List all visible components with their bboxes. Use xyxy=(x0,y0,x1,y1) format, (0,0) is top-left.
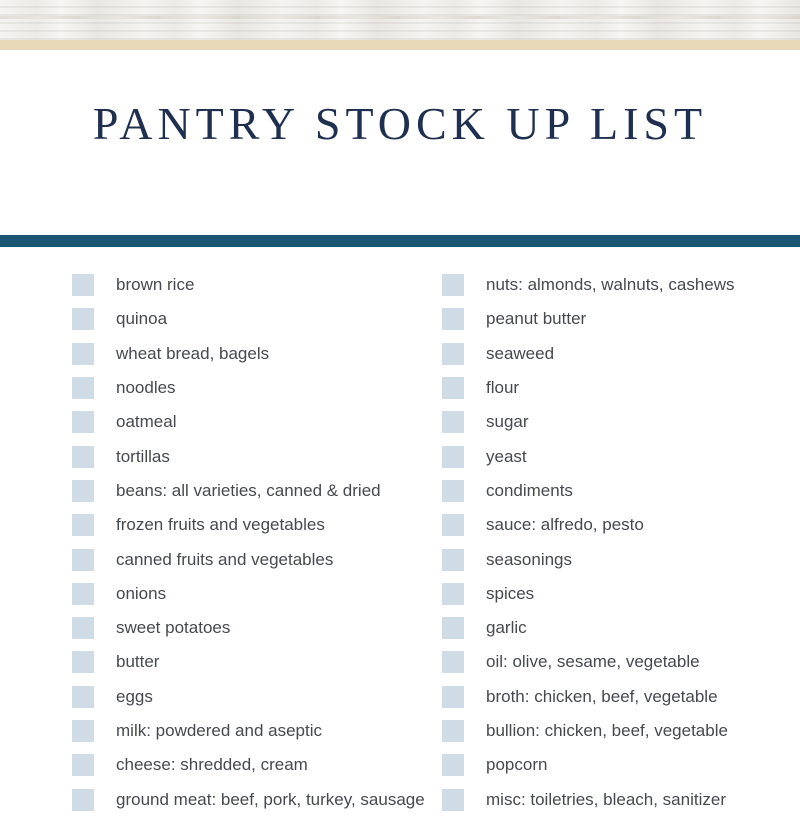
checklist-item xyxy=(442,714,735,748)
checklist-item xyxy=(442,337,735,371)
checkbox[interactable] xyxy=(72,308,94,330)
checklist-item xyxy=(442,611,735,645)
checkbox[interactable] xyxy=(72,411,94,433)
checkbox[interactable] xyxy=(442,583,464,605)
checklist-item xyxy=(442,680,735,714)
checklist-item xyxy=(72,714,425,748)
checklist-item-label: onions xyxy=(116,583,167,603)
wood-background xyxy=(0,0,800,40)
checklist-item-label: yeast xyxy=(486,446,527,466)
checklist-item-label: nuts: almonds, walnuts, cashews xyxy=(486,275,735,295)
checklist-item xyxy=(72,577,425,611)
checklist-item xyxy=(442,405,735,439)
checklist-item xyxy=(442,577,735,611)
checklist-item xyxy=(72,508,425,542)
checklist-item xyxy=(442,542,735,576)
checkbox[interactable] xyxy=(442,754,464,776)
checkbox[interactable] xyxy=(72,480,94,502)
right-checklist xyxy=(442,268,735,817)
tan-border-strip xyxy=(0,40,800,50)
checkbox[interactable] xyxy=(72,377,94,399)
checkbox[interactable] xyxy=(72,446,94,468)
checklist-item xyxy=(442,748,735,782)
checklist-item xyxy=(72,371,425,405)
checkbox[interactable] xyxy=(442,446,464,468)
checkbox[interactable] xyxy=(442,549,464,571)
checklist-item-label: cheese: shredded, cream xyxy=(116,755,308,775)
checkbox[interactable] xyxy=(442,720,464,742)
checklist-item xyxy=(72,542,425,576)
checklist-item-label: ground meat: beef, pork, turkey, sausage xyxy=(116,789,425,809)
page-title: PANTRY STOCK UP LIST xyxy=(92,98,708,149)
checklist-item xyxy=(72,405,425,439)
checklist-item xyxy=(442,439,735,473)
checkbox[interactable] xyxy=(442,343,464,365)
checkbox[interactable] xyxy=(72,514,94,536)
checkbox[interactable] xyxy=(72,617,94,639)
checklist-item-label: noodles xyxy=(116,378,176,398)
checkbox[interactable] xyxy=(72,583,94,605)
checkbox[interactable] xyxy=(72,720,94,742)
checklist-item-label: butter xyxy=(116,652,160,672)
checkbox[interactable] xyxy=(72,343,94,365)
checkbox[interactable] xyxy=(442,308,464,330)
checklist-item-label: quinoa xyxy=(116,309,168,329)
checklist-item-label: flour xyxy=(486,378,520,398)
checklist-item xyxy=(442,302,735,336)
checklist-item-label: tortillas xyxy=(116,446,170,466)
checkbox[interactable] xyxy=(442,480,464,502)
checklist-item xyxy=(72,268,425,302)
checklist-item xyxy=(72,439,425,473)
checkbox[interactable] xyxy=(442,411,464,433)
checkbox[interactable] xyxy=(442,377,464,399)
checklist-item-label: seaweed xyxy=(486,343,555,363)
checklist-item xyxy=(442,268,735,302)
checkbox[interactable] xyxy=(72,274,94,296)
checklist-item-label: sweet potatoes xyxy=(116,618,231,638)
checklist-item xyxy=(72,337,425,371)
checklist-item-label: oatmeal xyxy=(116,412,177,432)
checklist-item xyxy=(72,302,425,336)
checklist-item xyxy=(72,474,425,508)
checklist-item xyxy=(72,645,425,679)
checklist-item xyxy=(72,611,425,645)
checklist-item xyxy=(442,645,735,679)
checkbox[interactable] xyxy=(442,617,464,639)
checkbox[interactable] xyxy=(72,651,94,673)
checkbox[interactable] xyxy=(442,274,464,296)
checklist-item xyxy=(72,680,425,714)
checklist-item-label: peanut butter xyxy=(486,309,587,329)
checklist-item-label: misc: toiletries, bleach, sanitizer xyxy=(486,789,726,809)
checkbox[interactable] xyxy=(72,549,94,571)
checklist-item-label: sugar xyxy=(486,412,529,432)
checklist-item-label: wheat bread, bagels xyxy=(116,343,270,363)
checklist-item-label: bullion: chicken, beef, vegetable xyxy=(486,721,728,740)
checklist-item xyxy=(72,748,425,782)
checklist-item-label: oil: olive, sesame, vegetable xyxy=(486,652,700,672)
checkbox[interactable] xyxy=(442,651,464,673)
checklist-item-label: broth: chicken, beef, vegetable xyxy=(486,686,718,706)
checklist-item-label: seasonings xyxy=(486,549,573,569)
checklist-item-label: popcorn xyxy=(486,755,548,775)
checklist-item-label: garlic xyxy=(486,618,527,638)
checklist-item-label: condiments xyxy=(486,480,573,500)
checklist-item-label: beans: all varieties, canned & dried xyxy=(116,480,381,500)
checkbox[interactable] xyxy=(442,514,464,536)
checkbox[interactable] xyxy=(72,754,94,776)
divider-band xyxy=(0,235,800,247)
checklist-item xyxy=(442,371,735,405)
checklist-item-label: canned fruits and vegetables xyxy=(116,549,334,569)
checkbox[interactable] xyxy=(442,686,464,708)
checklist-item-label: eggs xyxy=(116,686,153,706)
checklist-item xyxy=(442,474,735,508)
left-checklist xyxy=(72,268,425,817)
checklist-item-label: brown rice xyxy=(116,275,195,295)
checklist-item-label: sauce: alfredo, pesto xyxy=(486,515,644,535)
checkbox[interactable] xyxy=(72,686,94,708)
checklist-item-label: frozen fruits and vegetables xyxy=(116,515,325,535)
checklist-item-label: spices xyxy=(486,583,535,603)
checklist-item-label: milk: powdered and aseptic xyxy=(116,721,323,740)
checklist-item xyxy=(442,508,735,542)
